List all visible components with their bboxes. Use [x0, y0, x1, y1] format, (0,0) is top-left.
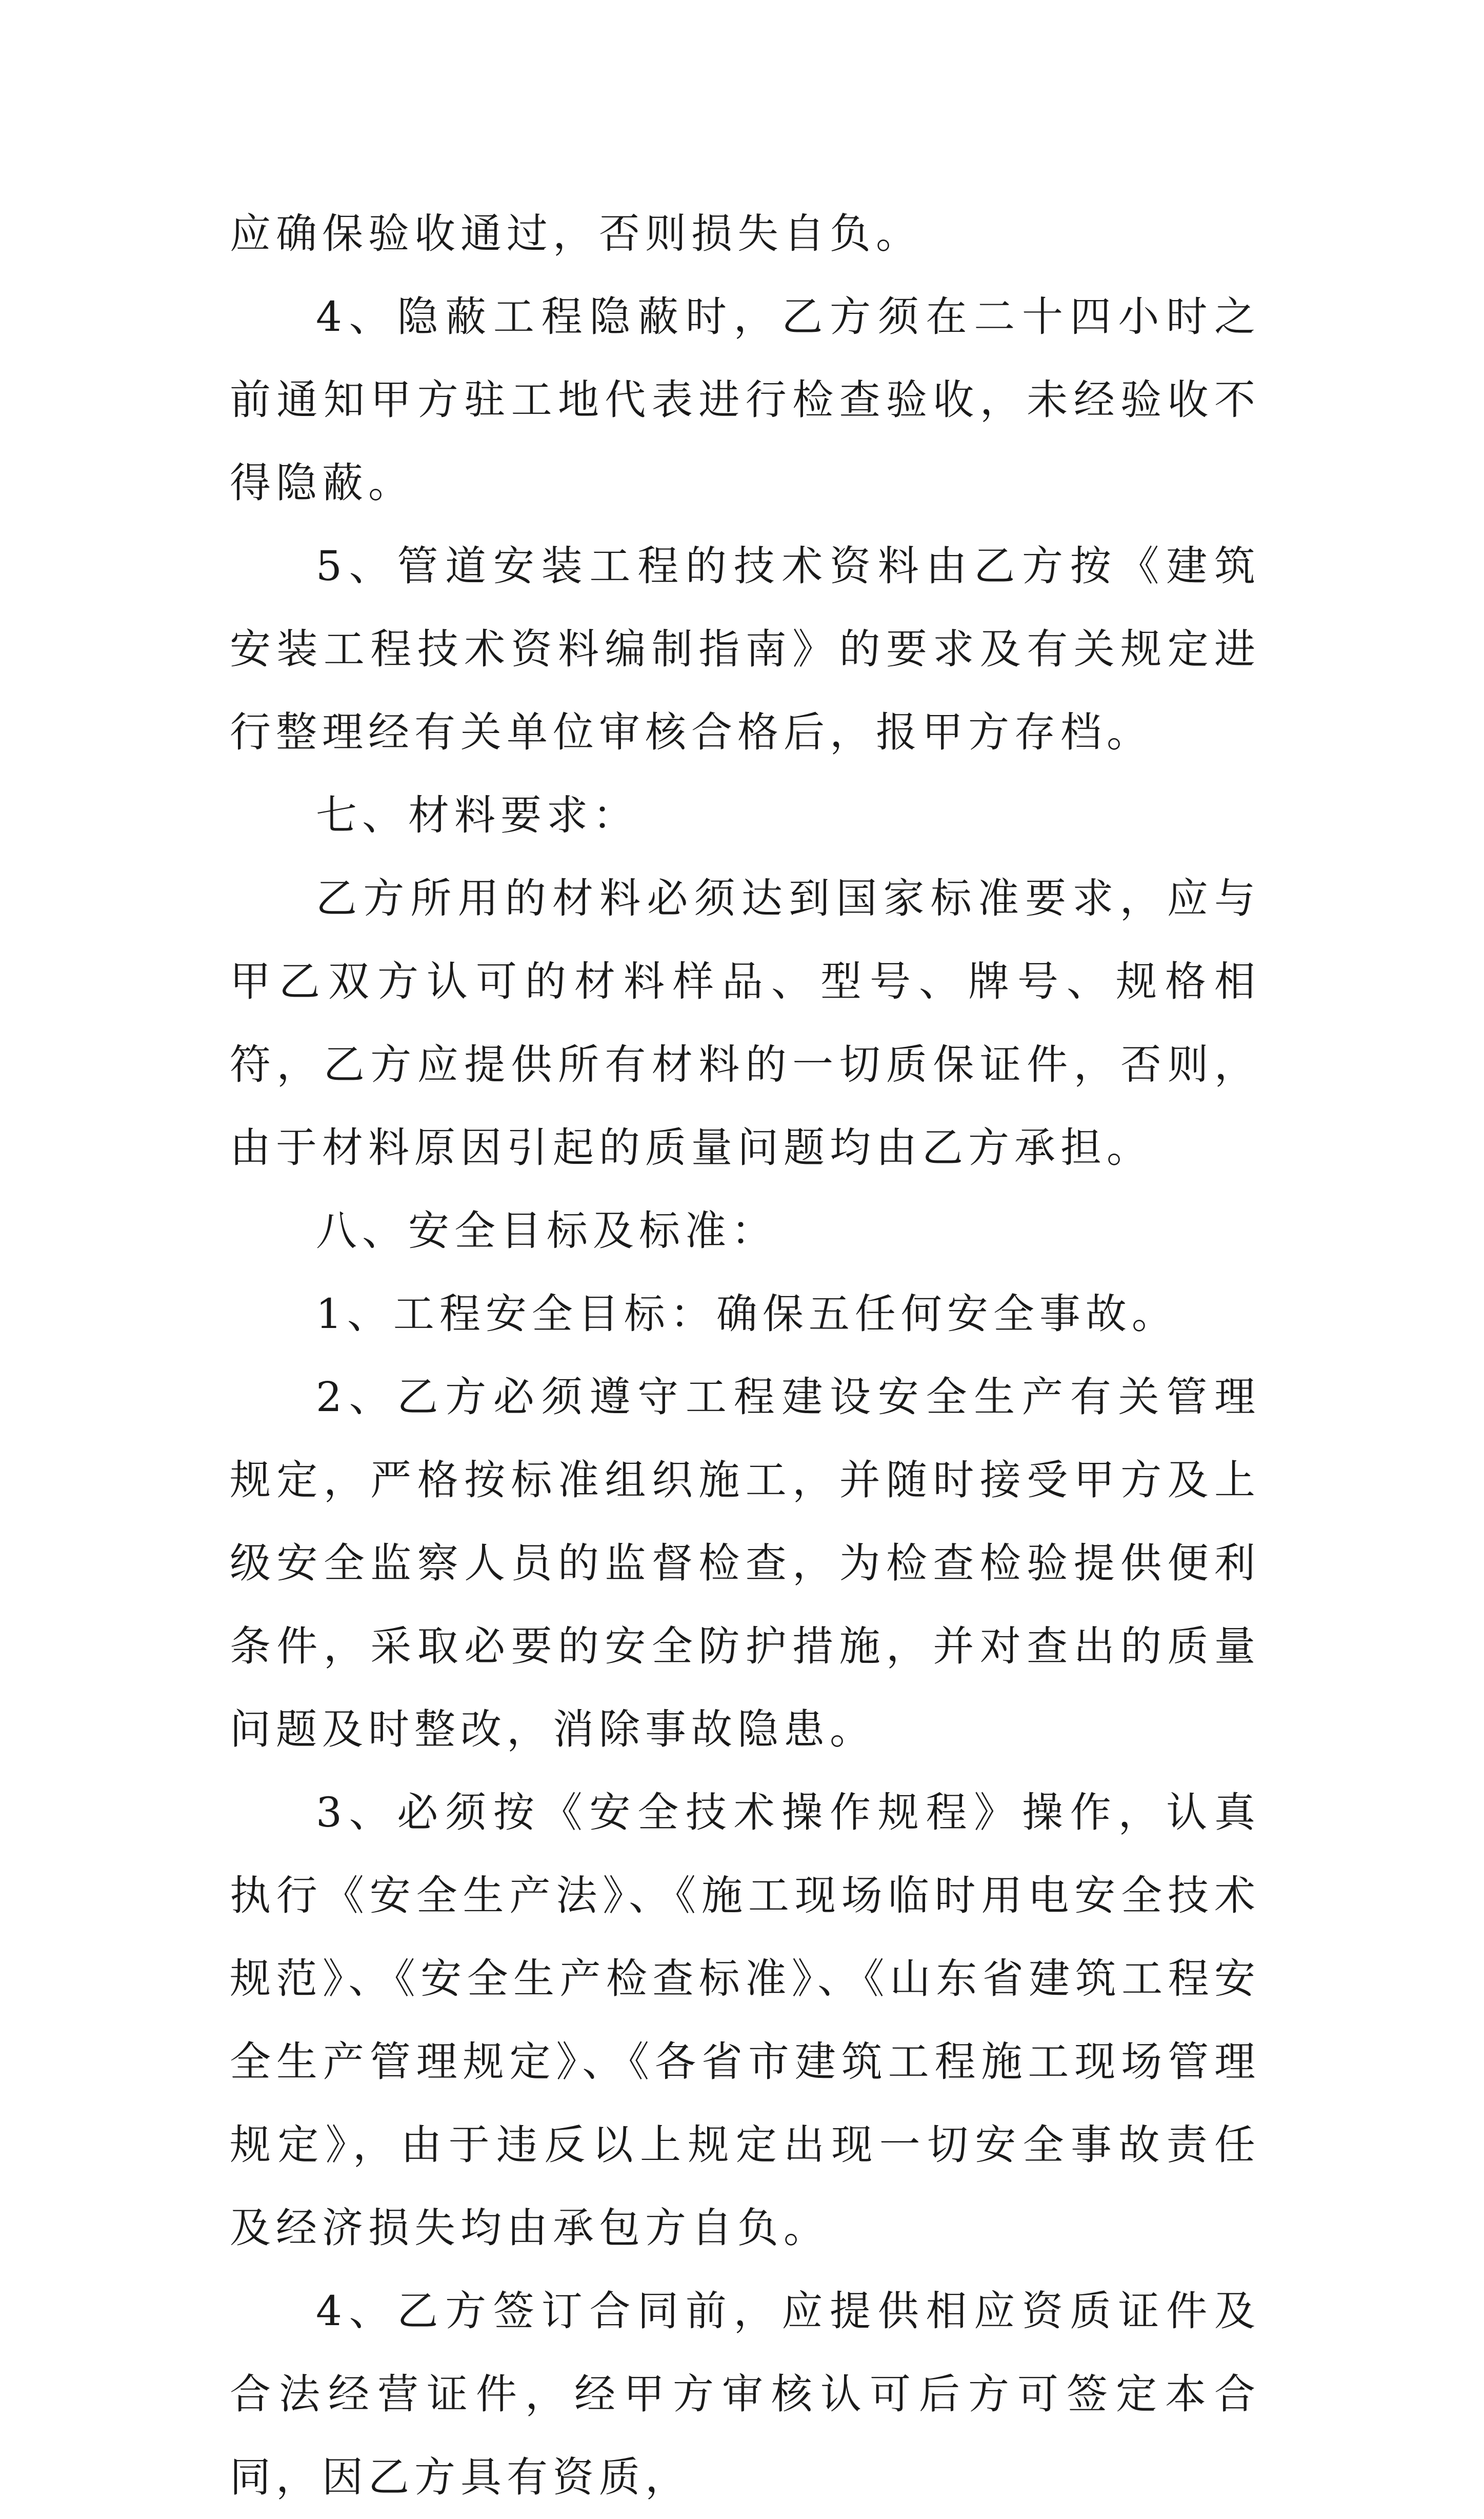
paragraph-safety-clause-3: 3、必须按《安全技术操作规程》操作，认真执行《安全生产法》、《施工现场临时用电安全技术规范》、《安全生产检查标准》、《山东省建筑工程安全生产管理规定》、《各省市建筑工程施工现场管理规定》，由于违反以上规定出现一切安全事故责任及经济损失均由承包方自负。 [230, 1789, 1260, 2252]
section-heading-materials: 七、材料要求： [316, 791, 639, 839]
paragraph-clause-5-technical-records: 5、管道安装工程的技术资料由乙方按《建筑安装工程技术资料编制指南》的要求及有关规定进行整理经有关单位审核合格后，报甲方存档。 [230, 542, 1260, 756]
paragraph-materials-requirements: 乙方所用的材料必须达到国家标准要求，应与甲乙双方认可的材料样品、型号、牌号、规格相符，乙方应提供所有材料的一切质保证件，否则，由于材料原因引起的质量问题均由乙方承担。 [230, 875, 1260, 1172]
paragraph-safety-clause-1: 1、工程安全目标：确保五任何安全事故。 [316, 1290, 1178, 1338]
paragraph-continuation: 应确保验收通过，否则损失自负。 [230, 210, 922, 257]
paragraph-safety-clause-4: 4、乙方签订合同前，应提供相应资质证件及合法经营证件，经甲方审核认可后方可签定本合同，因乙方具有资质， [230, 2287, 1260, 2501]
paragraph-clause-4-concealed-works: 4、隐蔽工程隐蔽时，乙方须在二十四小时之前通知甲方驻工地代表进行检查验收，未经验收不得隐蔽。 [230, 293, 1260, 507]
document-body [230, 192, 1260, 2519]
paragraph-safety-clause-2: 2、乙方必须遵守工程建设安全生产有关管理规定，严格按标准组织施工，并随时接受甲方及上级安全监察人员的监督检查，为检查检验提供便利条件，采取必要的安全防护措施，并对查出的质量问题及时整改，消除事故隐患。 [230, 1373, 1260, 1753]
section-heading-safety: 八、安全目标及标准： [316, 1207, 777, 1255]
